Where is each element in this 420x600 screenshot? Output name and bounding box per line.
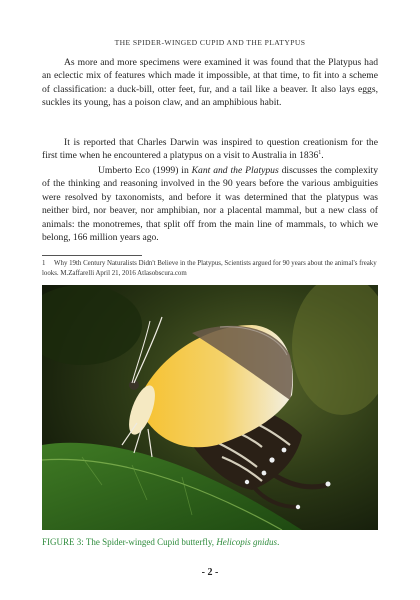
page-number: - 2 -: [201, 567, 219, 578]
paragraph-eco: [42, 164, 378, 244]
paragraph-darwin-text: It is reported that Charles Darwin was inspired to question creationism for the first time when he encountered a platypus on a visit to Australia in 1836: [42, 137, 378, 162]
book-title: Kant and the Platypus: [191, 165, 279, 176]
butterfly-photo: [42, 285, 378, 530]
figure-caption: [42, 537, 378, 547]
paragraph-eco-rest: discusses the complexity of the thinking and reasoning involved in the 90 years before the various ambiguities were resolved by taxonomists, and before it was determined that the platypus was neither bird, nor beaver, nor amphibian, nor a placental mammal, but a new class of animals: the monotremes, that split off from the main line of mammals, to which we belong, 166 million years ago.: [42, 165, 378, 244]
caption-species: Helicopis gnidus: [216, 537, 278, 547]
paragraph-darwin-end: .: [321, 150, 324, 162]
paragraph-eco-start: Umberto Eco (1999) in: [98, 165, 192, 176]
paragraph-darwin: [42, 136, 378, 163]
footnote-text: Why 19th Century Naturalists Didn't Believe in the Platypus, Scientists argued for 90 years about the animal's freaky looks. M.Zaffarelli April 21, 2016 Atlasobscura.com: [42, 260, 377, 277]
footnote-divider: [42, 255, 142, 256]
caption-prefix: FIGURE 3: The Spider-winged Cupid butterfly,: [42, 537, 217, 547]
butterfly-illustration: [42, 285, 378, 530]
footnote-reference[interactable]: 1: [318, 150, 322, 157]
footnote-number: 1: [42, 260, 46, 267]
footnote: [42, 259, 378, 278]
paragraph-specimens: As more and more specimens were examined it was found that the Platypus had an eclectic mix of features which made it impossible, at that time, to fit into a scheme of classification: a duck-bill, otter feet, fur, and a tail like a beaver. It also lays eggs, suckles its young, has a poison claw, and an amphibious habit.: [42, 57, 378, 109]
caption-end: .: [277, 537, 280, 547]
running-head: THE SPIDER-WINGED CUPID AND THE PLATYPUS: [114, 38, 306, 47]
